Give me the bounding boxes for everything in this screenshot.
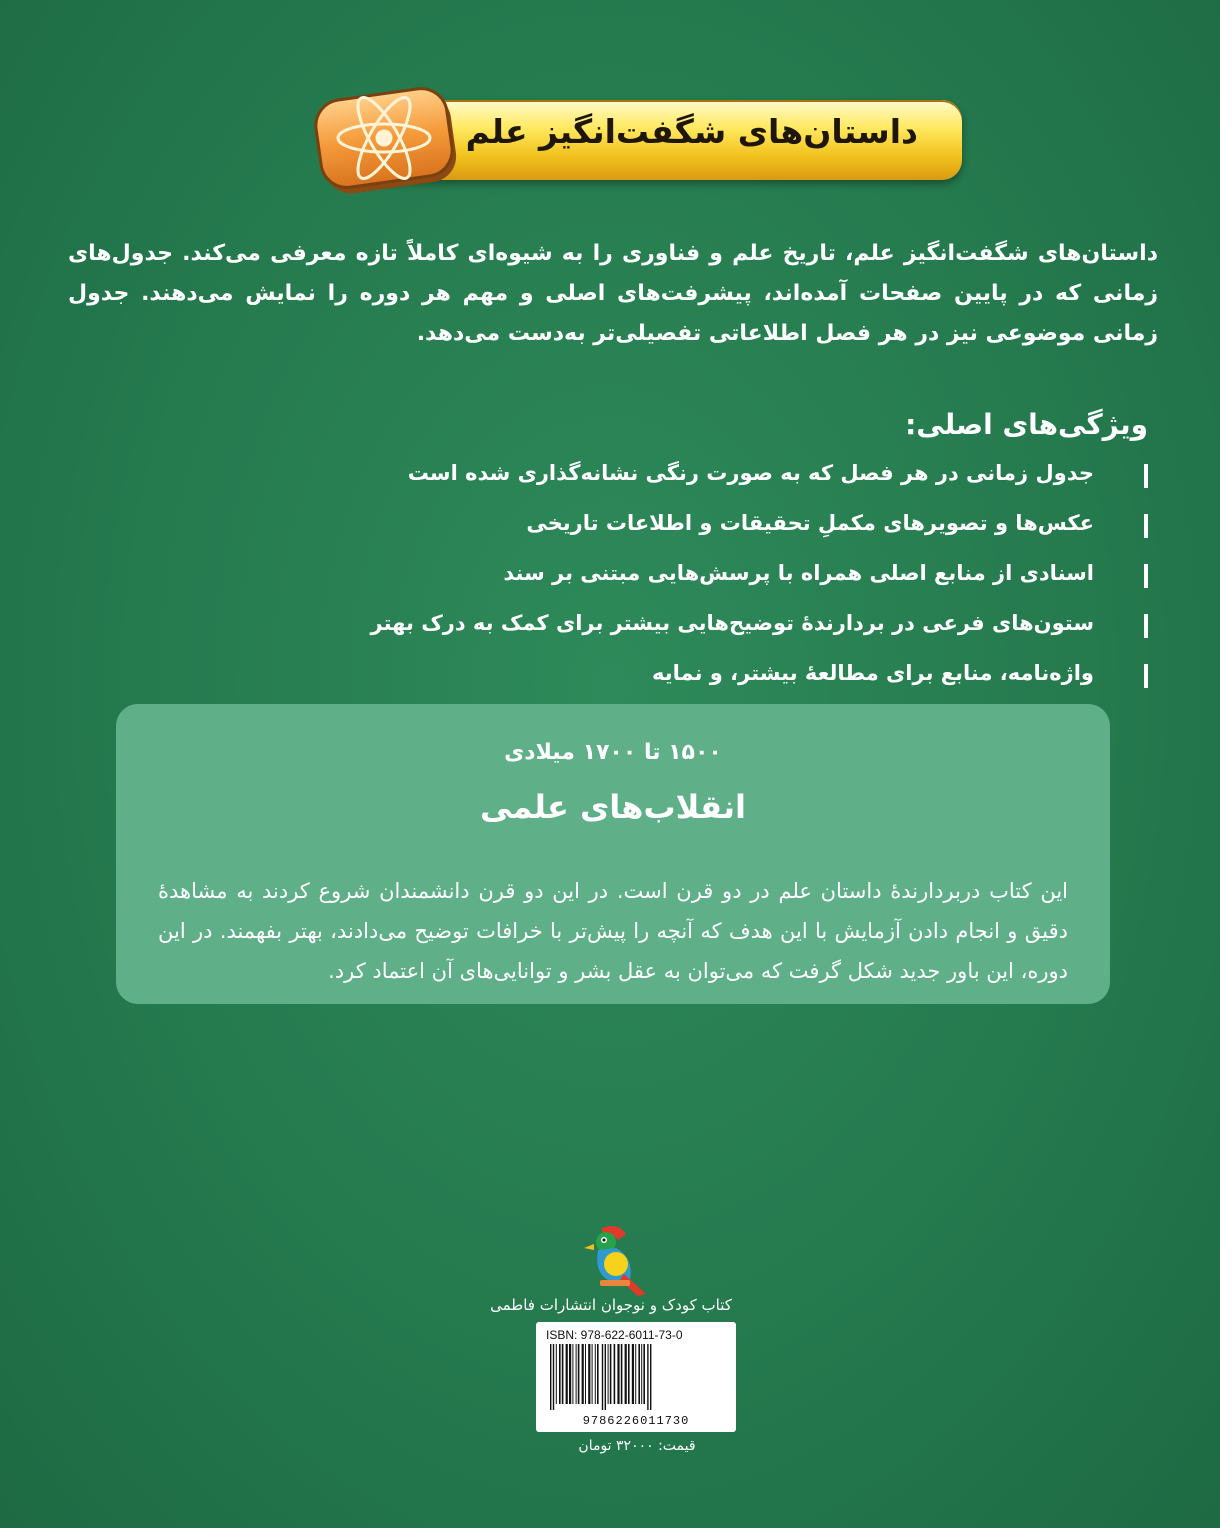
- book-description: این کتاب دربردارندهٔ داستان علم در دو قرن است. در این دو قرن دانشمندان شروع کردند به مشاهدهٔ دقیق و انجام دادن آزمایش با این هدف که آنچه را پیش‌تر با خرافات توضیح می‌دادند، بهتر بفهمند. در این دوره، این باور جدید شکل گرفت که می‌توان به عقل بشر و توانایی‌های آن اعتماد کرد.: [158, 879, 1068, 983]
- feature-list: [248, 456, 1148, 706]
- bullet-bar: [1144, 464, 1148, 488]
- price-label: قیمت: ۳۲۰۰۰ تومان: [578, 1438, 696, 1454]
- bullet-bar: [1144, 514, 1148, 538]
- book-title: انقلاب‌های علمی: [480, 788, 746, 826]
- parrot-logo: [572, 1218, 654, 1300]
- barcode-bars: [548, 1344, 724, 1410]
- bullet-bar: [1144, 614, 1148, 638]
- intro-paragraph: داستان‌های شگفت‌انگیز علم، تاریخ علم و فناوری را به شیوه‌ای کاملاً تازه معرفی می‌کند. جدول‌های زمانی که در پایین صفحات آمده‌اند، پیشرفت‌های اصلی و مهم هر دوره را نمایش می‌دهند. جدول زمانی موضوعی نیز در هر فصل اطلاعاتی تفصیلی‌تر به‌دست می‌دهد.: [68, 241, 1158, 346]
- period-label: ۱۵۰۰ تا ۱۷۰۰ میلادی: [504, 740, 722, 765]
- feature-item: [248, 456, 1148, 506]
- feature-item: [248, 556, 1148, 606]
- publisher-name: کتاب کودک و نوجوان انتشارات فاطمی: [490, 1296, 732, 1314]
- feature-item: [248, 506, 1148, 556]
- bullet-bar: [1144, 664, 1148, 688]
- feature-item: [248, 606, 1148, 656]
- isbn-label: ISBN: 978-622-6011-73-0: [546, 1328, 683, 1342]
- barcode-box: [536, 1322, 736, 1432]
- series-title: داستان‌های شگفت‌انگیز علم: [465, 112, 918, 151]
- atom-icon: [308, 78, 468, 208]
- feature-text: عکس‌ها و تصویرهای مکملِ تحقیقات و اطلاعات تاریخی: [526, 511, 1094, 535]
- barcode-digits: 9786226011730: [582, 1414, 690, 1428]
- info-box: [116, 704, 1110, 1004]
- feature-text: ستون‌های فرعی در بردارندهٔ توضیح‌هایی بیشتر برای کمک به درک بهتر: [370, 611, 1094, 635]
- feature-item: [248, 656, 1148, 706]
- features-title: ویژگی‌های اصلی:: [905, 408, 1148, 441]
- bullet-bar: [1144, 564, 1148, 588]
- feature-text: واژه‌نامه، منابع برای مطالعهٔ بیشتر، و نمایه: [652, 661, 1094, 685]
- feature-text: اسنادی از منابع اصلی همراه با پرسش‌هایی مبتنی بر سند: [503, 561, 1094, 585]
- feature-text: جدول زمانی در هر فصل که به صورت رنگی نشانه‌گذاری شده است: [407, 461, 1094, 485]
